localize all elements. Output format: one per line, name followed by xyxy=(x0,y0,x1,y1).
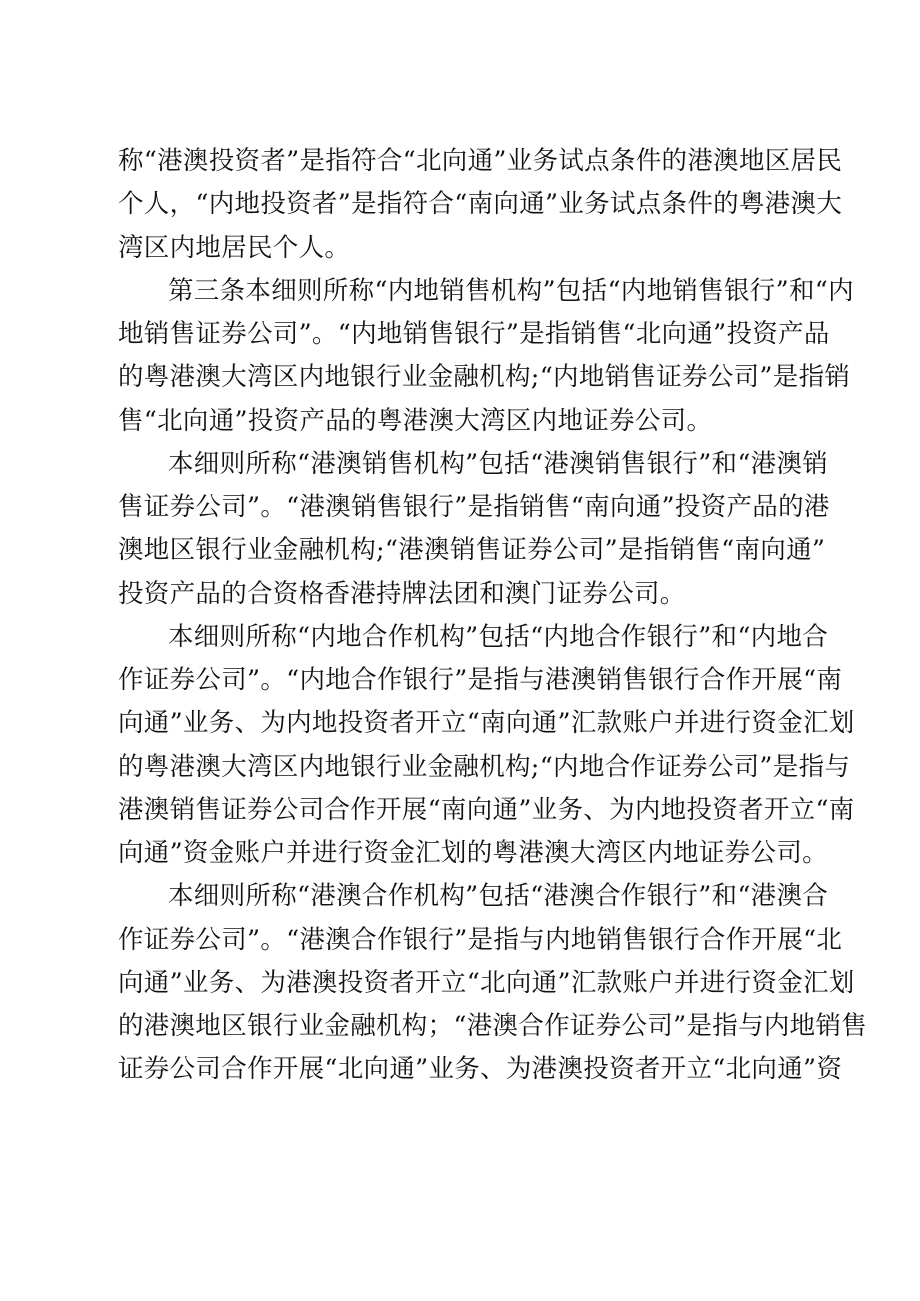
text-line: 本细则所称“港澳销售机构”包括“港澳销售银行”和“港澳销 xyxy=(168,448,829,479)
paragraph xyxy=(118,875,868,1091)
text-line: 澳地区银行业金融机构;“港澳销售证券公司”是指销售“南向通” xyxy=(118,535,826,566)
text-line: 证券公司合作开展“北向通”业务、为港澳投资者开立“北向通”资 xyxy=(118,1054,843,1085)
paragraph xyxy=(118,270,854,443)
text-line: 的港澳地区银行业金融机构；“港澳合作证券公司”是指与内地销售 xyxy=(118,1011,868,1041)
paragraph xyxy=(118,616,855,876)
text-line: 的粤港澳大湾区内地银行业金融机构;“内地合作证券公司”是指与 xyxy=(118,751,851,782)
paragraph xyxy=(118,140,843,270)
text-line: 个人，“内地投资者”是指符合“南向通”业务试点条件的粤港澳大 xyxy=(118,189,843,220)
text-line: 地销售证券公司”。“内地销售银行”是指销售“北向通”投资产品 xyxy=(118,319,830,349)
text-line: 本细则所称“内地合作机构”包括“内地合作银行”和“内地合 xyxy=(168,621,829,652)
text-line: 港澳销售证券公司合作开展“南向通”业务、为内地投资者开立“南 xyxy=(118,794,855,825)
text-line: 作证券公司”。“港澳合作银行”是指与内地销售银行合作开展“北 xyxy=(118,924,843,955)
text-line: 作证券公司”。“内地合作银行”是指与港澳销售银行合作开展“南 xyxy=(118,665,843,695)
text-line: 向通”业务、为港澳投资者开立“北向通”汇款账户并进行资金汇划 xyxy=(118,967,855,998)
text-line: 称“港澳投资者”是指符合“北向通”业务试点条件的港澳地区居民 xyxy=(118,146,843,176)
text-line: 售证券公司”。“港澳销售银行”是指销售“南向通”投资产品的港 xyxy=(118,492,830,522)
text-line: 向通”资金账户并进行资金汇划的粤港澳大湾区内地证券公司。 xyxy=(118,838,828,868)
text-line: 第三条本细则所称“内地销售机构”包括“内地销售银行”和“内 xyxy=(168,275,854,306)
text-line: 的粤港澳大湾区内地银行业金融机构;“内地销售证券公司”是指销 xyxy=(118,362,851,393)
text-line: 售“北向通”投资产品的粤港澳大湾区内地证券公司。 xyxy=(118,405,713,436)
text-line: 本细则所称“港澳合作机构”包括“港澳合作银行”和“港澳合 xyxy=(168,881,829,912)
text-line: 湾区内地居民个人。 xyxy=(118,232,351,263)
paragraph xyxy=(118,443,830,616)
text-line: 向通”业务、为内地投资者开立“南向通”汇款账户并进行资金汇划 xyxy=(118,708,855,739)
document-page xyxy=(118,140,868,1092)
text-line: 投资产品的合资格香港持牌法团和澳门证券公司。 xyxy=(118,578,686,609)
